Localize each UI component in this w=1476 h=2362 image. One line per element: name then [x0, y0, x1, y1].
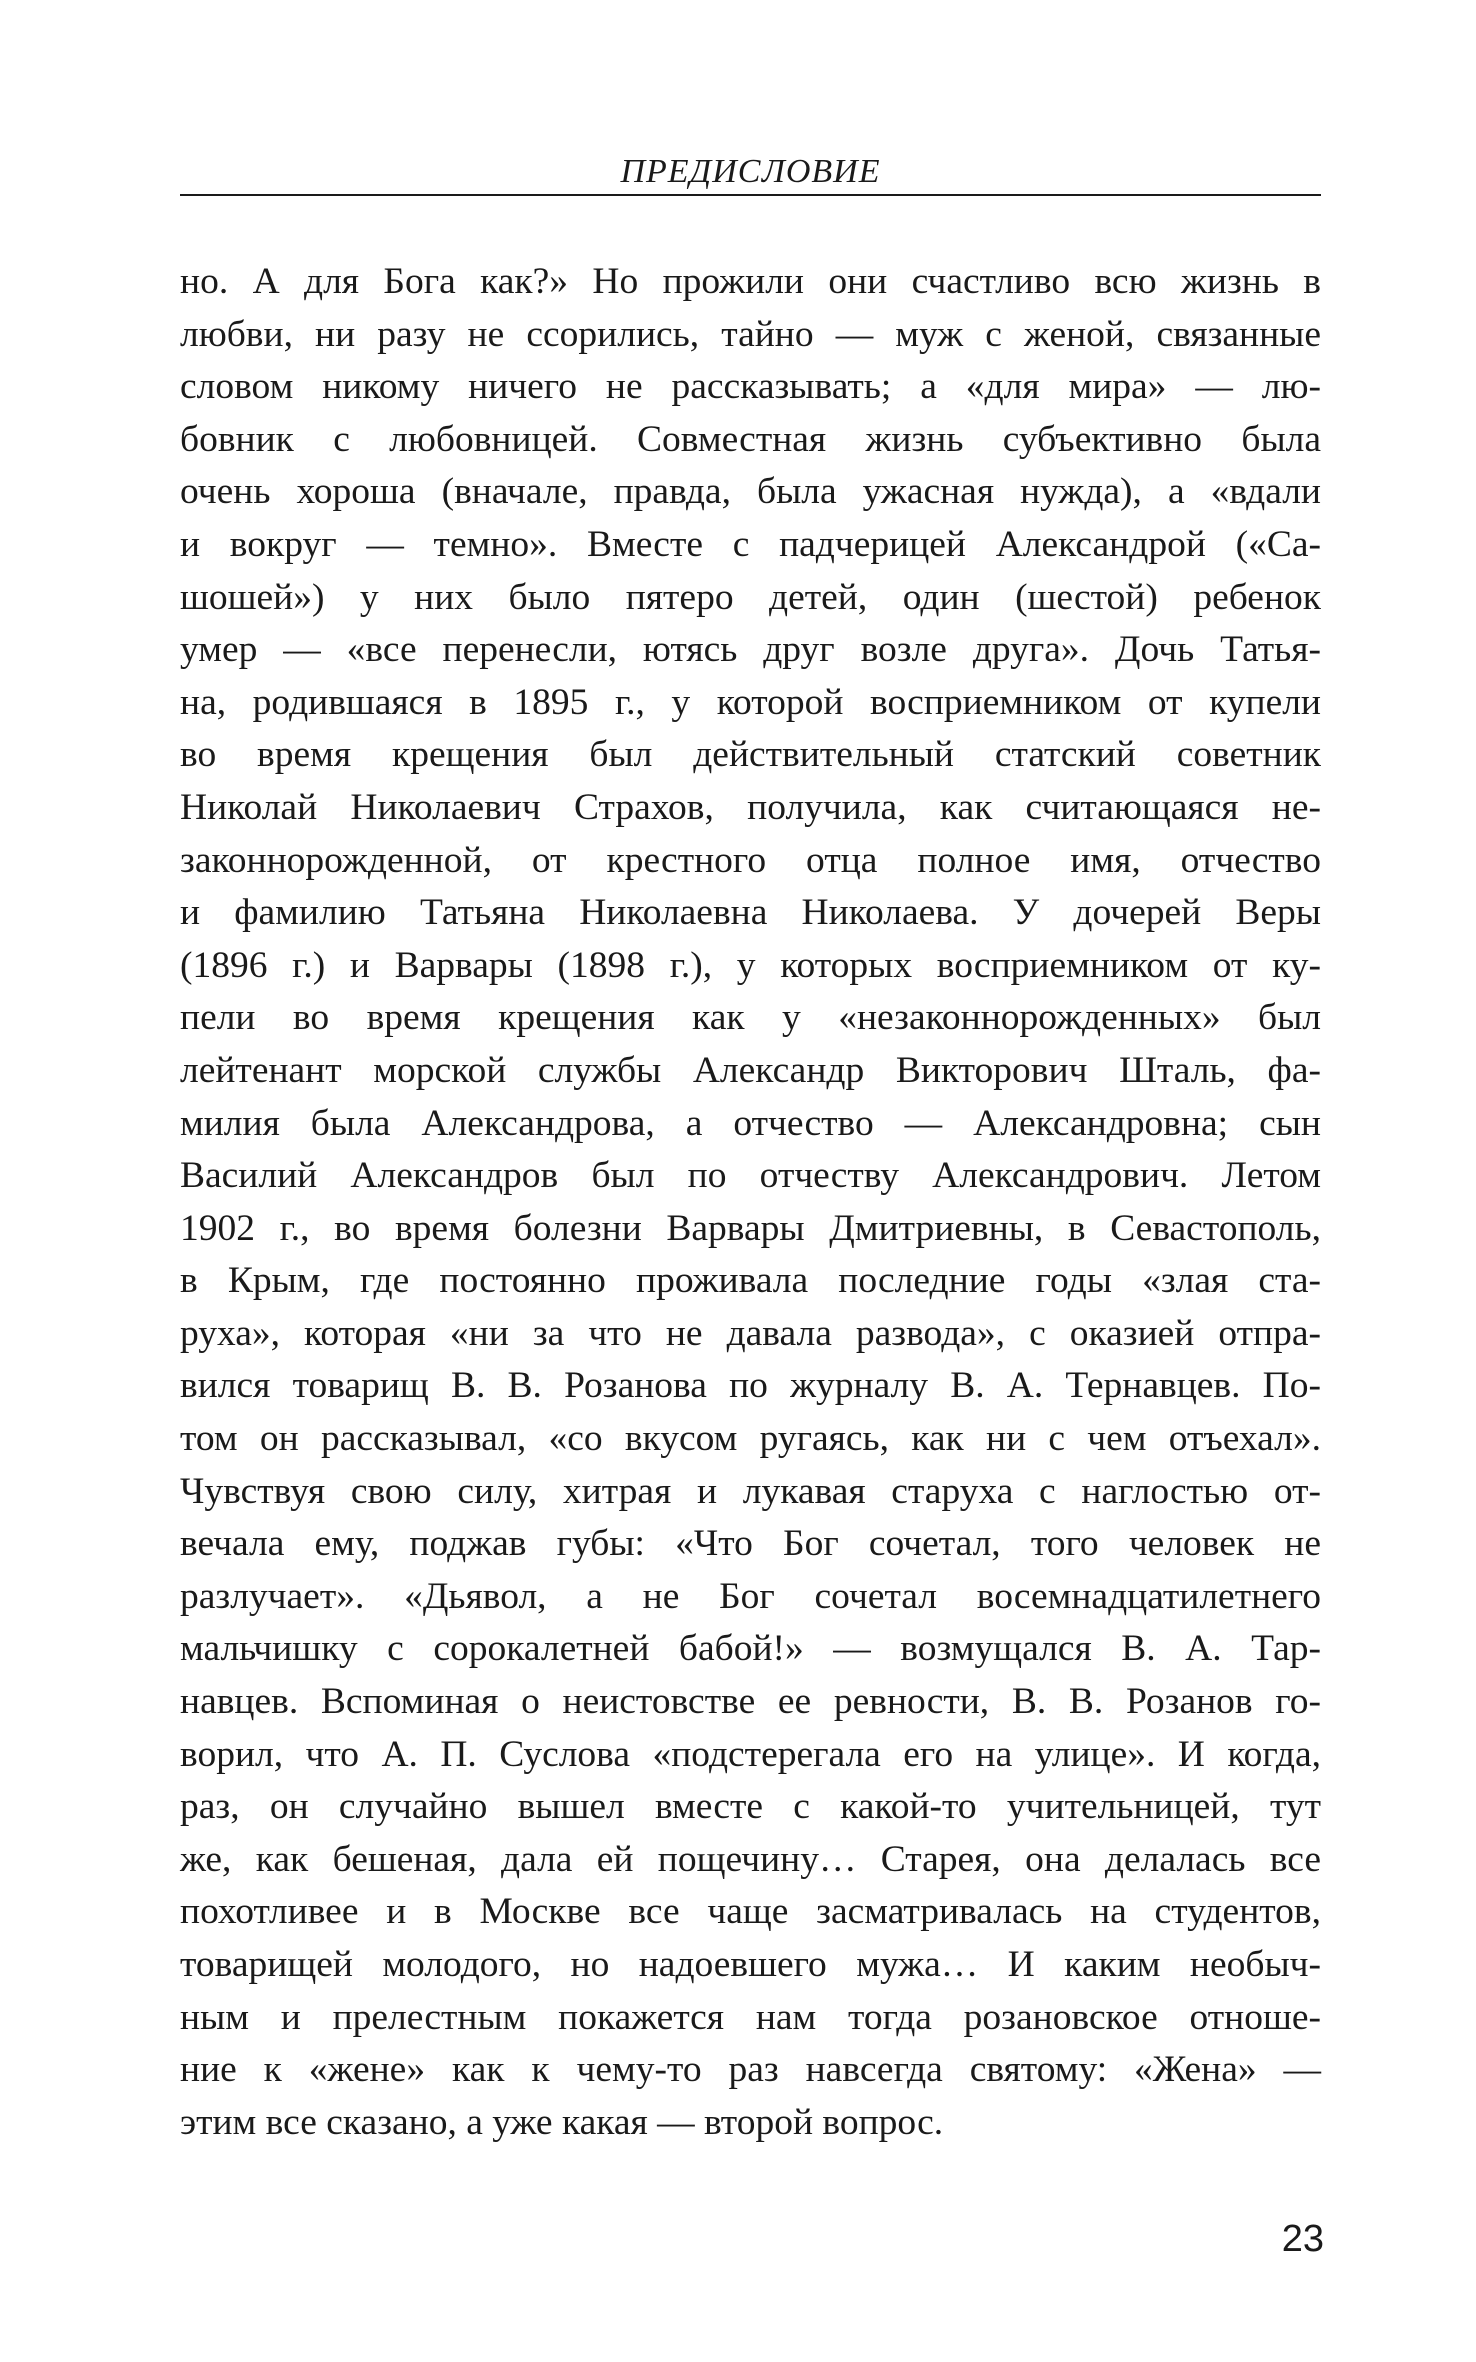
text-line: на, родившаяся в 1895 г., у которой восприемником от купели	[180, 681, 1321, 723]
running-head: ПРЕДИСЛОВИЕ	[620, 153, 881, 190]
text-line: вечала ему, поджав губы: «Что Бог сочетал, того человек не	[180, 1523, 1321, 1565]
text-line: шошей») у них было пятеро детей, один (шестой) ребенок	[180, 576, 1321, 618]
text-line: мальчишку с сорокалетней бабой!» — возмущался В. А. Тар-	[180, 1628, 1321, 1670]
text-line: в Крым, где постоянно проживала последние годы «злая ста-	[180, 1260, 1321, 1302]
text-line: руха», которая «ни за что не давала развода», с оказией отпра-	[180, 1312, 1321, 1354]
text-line: словом никому ничего не рассказывать; а «для мира» — лю-	[180, 366, 1321, 408]
text-line: ние к «жене» как к чему-то раз навсегда святому: «Жена» —	[180, 2049, 1321, 2091]
text-line: вился товарищ В. В. Розанова по журналу В. А. Тернавцев. По-	[180, 1365, 1321, 1407]
text-line: товарищей молодого, но надоевшего мужа… И каким необыч-	[180, 1944, 1321, 1985]
text-line: похотливее и в Москве все чаще засматривалась на студентов,	[180, 1891, 1321, 1933]
text-line: (1896 г.) и Варвары (1898 г.), у которых восприемником от ку-	[180, 944, 1321, 986]
text-line: навцев. Вспоминая о неистовстве ее ревности, В. В. Розанов го-	[180, 1681, 1321, 1723]
text-line: но. А для Бога как?» Но прожили они счастливо всю жизнь в	[180, 261, 1321, 302]
page-number: 23	[1281, 2218, 1324, 2260]
text-line: очень хороша (вначале, правда, была ужасная нужда), а «вдали	[180, 471, 1321, 513]
text-line: Василий Александров был по отчеству Александрович. Летом	[180, 1155, 1321, 1197]
text-line: бовник с любовницей. Совместная жизнь субъективно была	[180, 418, 1321, 460]
text-line: пели во время крещения как у «незаконнорожденных» был	[180, 997, 1321, 1039]
body-text	[180, 256, 1321, 2149]
text-line: лейтенант морской службы Александр Викторович Шталь, фа-	[180, 1049, 1321, 1091]
text-line: этим все сказано, а уже какая — второй вопрос.	[180, 2101, 944, 2143]
text-line: и вокруг — темно». Вместе с падчерицей Александрой («Са-	[180, 523, 1321, 565]
text-line: ным и прелестным покажется нам тогда розановское отноше-	[180, 1996, 1321, 2038]
text-line: раз, он случайно вышел вместе с какой-то учительницей, тут	[180, 1786, 1321, 1828]
text-line: и фамилию Татьяна Николаевна Николаева. У дочерей Веры	[180, 892, 1321, 934]
text-line: Николай Николаевич Страхов, получила, как считающаяся не-	[180, 786, 1321, 828]
text-line: 1902 г., во время болезни Варвары Дмитриевны, в Севастополь,	[180, 1207, 1321, 1249]
text-line: милия была Александрова, а отчество — Александровна; сын	[180, 1102, 1321, 1144]
text-line: во время крещения был действительный статский советник	[180, 734, 1321, 776]
text-line: Чувствуя свою силу, хитрая и лукавая старуха с наглостью от-	[180, 1470, 1321, 1512]
text-line: разлучает». «Дьявол, а не Бог сочетал восемнадцатилетнего	[180, 1575, 1321, 1617]
text-line: умер — «все перенесли, ютясь друг возле друга». Дочь Татья-	[180, 629, 1321, 671]
text-line: же, как бешеная, дала ей пощечину… Старея, она делалась все	[180, 1838, 1321, 1880]
text-line: том он рассказывал, «со вкусом ругаясь, как ни с чем отъехал».	[180, 1418, 1321, 1460]
text-line: законнорожденной, от крестного отца полное имя, отчество	[180, 839, 1321, 881]
header-rule	[180, 194, 1321, 196]
text-line: ворил, что А. П. Суслова «подстерегала его на улице». И когда,	[180, 1733, 1321, 1775]
text-line: любви, ни разу не ссорились, тайно — муж с женой, связанные	[180, 313, 1321, 355]
